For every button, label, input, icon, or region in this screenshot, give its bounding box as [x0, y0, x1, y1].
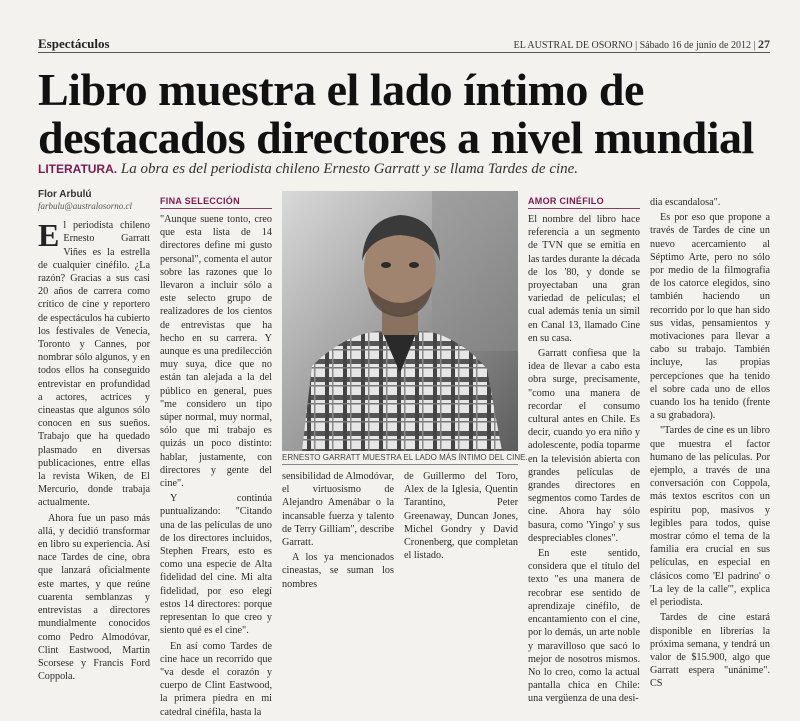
headline-line-2: destacados directores a nivel mundial: [38, 112, 754, 163]
deck-text: La obra es del periodista chileno Ernesto Garratt y se llama Tardes de cine.: [120, 161, 579, 177]
section-label: Espectáculos: [38, 36, 110, 51]
col5-paragraph-0: dia escandalosa".: [650, 197, 721, 208]
column-4: [528, 196, 640, 708]
deck: [38, 161, 778, 178]
col4-paragraph-2: Garratt confiesa que la idea de llevar a cabo esta obra surge, precisamente, "como una manera de recordar el consumo cultural antes en Chile. Es decir, cuando yo era niño y adolescente, podía toparme en la televisión abierta con grandes películas de grandes directores en segmentos como Tardes de cine. Ahora hay sólo basura, como 'Yingo' y sus despreciables clones".: [528, 348, 640, 544]
below-photo-right: [404, 470, 518, 562]
headline: [38, 66, 778, 162]
col2-paragraph-1: "Aunque suene tonto, creo que esta lista de 14 directores define mi gusto personal", comenta el autor sobre las razones que lo llevaron a incluir sólo a este selecto grupo de realizadores de los cientos de entrevistas que ha hecho en su carrera. Y aunque es una predilección muy suya, dice que no están tan alejada a la del público en general, pues "me considero un tipo súper normal, muy normal, sólo que mi trabajo es quizás un poco distinto: hablar, justamente, con directores y gente del cine".: [160, 214, 272, 490]
below-left-paragraph: sensibilidad de Almodóvar, el virtuosismo de Alejandro Amenábar o la incansable fuerza y talento de Terry Gilliam", describe Garratt.: [282, 471, 394, 549]
col4-paragraph-1: El nombre del libro hace referencia a un segmento de TVN que se emitía en las tardes durante la década de los '80, y donde se proyectaban una gran variedad de películas; el cual además tenía un símil en Canal 13, llamado Cine en su casa.: [528, 214, 641, 344]
header-rule: [38, 52, 770, 53]
col1-paragraph-2: Ahora fue un paso más allá, y decidió transformar en libro su experiencia. Así nace Tardes de cine, obra que lanzará oficialmente este martes, y que reúne cuarenta semblanzas y entrevistas a directores mundialmente conocidos como Pedro Almodóvar, Clint Eastwood, Martin Scorsese y Francis Ford Coppola.: [38, 512, 150, 683]
column-1: [38, 188, 150, 685]
byline-author: Flor Arbulú: [38, 189, 92, 200]
col2-paragraph-2: Y continúa puntualizando: "Citando una de las películas de uno de los directores incluidos, Stephen Frears, esto es como una especie de Alta fidelidad del cine. Mi alta fidelidad, por eso elegí estos 14 directores: porque representan lo que creo y siento qué es el cine".: [160, 493, 272, 637]
deck-kicker: LITERATURA.: [38, 162, 118, 176]
dropcap: E: [38, 217, 60, 254]
below-left-paragraph-2: A los ya mencionados cineastas, se suman los nombres: [282, 552, 394, 590]
byline-email: farbulu@australosorno.cl: [38, 201, 133, 212]
column-5: [650, 196, 770, 693]
portrait-illustration: [282, 191, 518, 451]
col5-paragraph-1: Es por eso que propone a través de Tardes de cine un nuevo acercamiento al Séptimo Arte, pero no sólo por medio de la filmografía de los catorce elegidos, sino también haciendo un recorrido por lo que han sido sus vidas, pensamientos y motivaciones para llevar a cabo su trabajo. También incluye, las propias percepciones que ha tenido el sobre cada uno de ellos cuando los ha tenido (frente a su grabadora).: [650, 212, 770, 422]
page-number: 27: [758, 37, 770, 51]
col5-paragraph-3: Tardes de cine estará disponible en librerías la próxima semana, y tendrá un valor de $15.900, algo que Garratt espera "unánime". CS: [650, 612, 770, 690]
below-right-paragraph: de Guillermo del Toro, Alex de la Iglesia, Quentin Tarantino, Peter Greenaway, Duncan Jones, Michel Gondry y David Cronenberg, que completan el listado.: [404, 471, 518, 562]
below-photo-left: [282, 470, 394, 591]
headline-line-1: Libro muestra el lado íntimo de: [38, 64, 644, 115]
col1-paragraph-1: El periodista chileno Ernesto Garratt Viñes es la estrella de cualquier cinéfilo. ¿La razón? Gracias a sus casi 20 años de carrera como crítico de cine y reportero de espectáculos ha cubierto los festivales de Venecia, Toronto y Cannes, por nombrar sólo algunos, y en todos ellos ha conseguido entrevistar en profundidad a actores, actrices y cineastas que algunos sólo conocen en sus sueños. Trabajo que ha quedado plasmado en diversas publicaciones, entre ellas la revista Wiken, de El Mercurio, donde trabaja actualmente.: [38, 217, 150, 509]
col2-paragraph-3: En así como Tardes de cine hace un recorrido que "va desde el corazón y cuerpo de Clint Eastwood, la primera piedra en mi catedral cinéfila, hasta la: [160, 640, 272, 718]
col4-paragraph-3: En este sentido, considera que el título del texto "es una manera de recobrar ese sentido de aprendizaje cinéfilo, de encantamiento con el cine, por lo demás, un arte noble y maravilloso que sacó lo mejor de nosotros mismos. No lo creo, como la actual pantalla chica en Chile: una vergüenza de una desi-: [528, 548, 640, 705]
subhead-fina-seleccion: FINA SELECCIÓN: [160, 196, 272, 209]
publication-name: EL AUSTRAL DE OSORNO: [513, 40, 633, 51]
publication-date: Sábado 16 de junio de 2012: [639, 40, 751, 51]
subhead-amor-cinefilo: AMOR CINÉFILO: [528, 196, 640, 209]
publication-line: EL AUSTRAL DE OSORNO | Sábado 16 de junio de 2012 | 27: [513, 37, 770, 51]
column-2: [160, 196, 272, 721]
author-photo: [282, 191, 518, 451]
col5-paragraph-2: "Tardes de cine es un libro que muestra el factor humano de las películas. Por ejemplo, a través de una conversación con Coppola, más textos escritos con un espíritu pop, masivos y legibles para todos, quise mostrar cómo el tema de la familia era crucial en sus películas, en especial en clásicos como 'El padrino' o 'La ley de la calle'", explica el periodista.: [650, 425, 770, 609]
photo-caption: ERNESTO GARRATT MUESTRA EL LADO MÁS ÍNTIMO DEL CINE.: [282, 453, 518, 465]
